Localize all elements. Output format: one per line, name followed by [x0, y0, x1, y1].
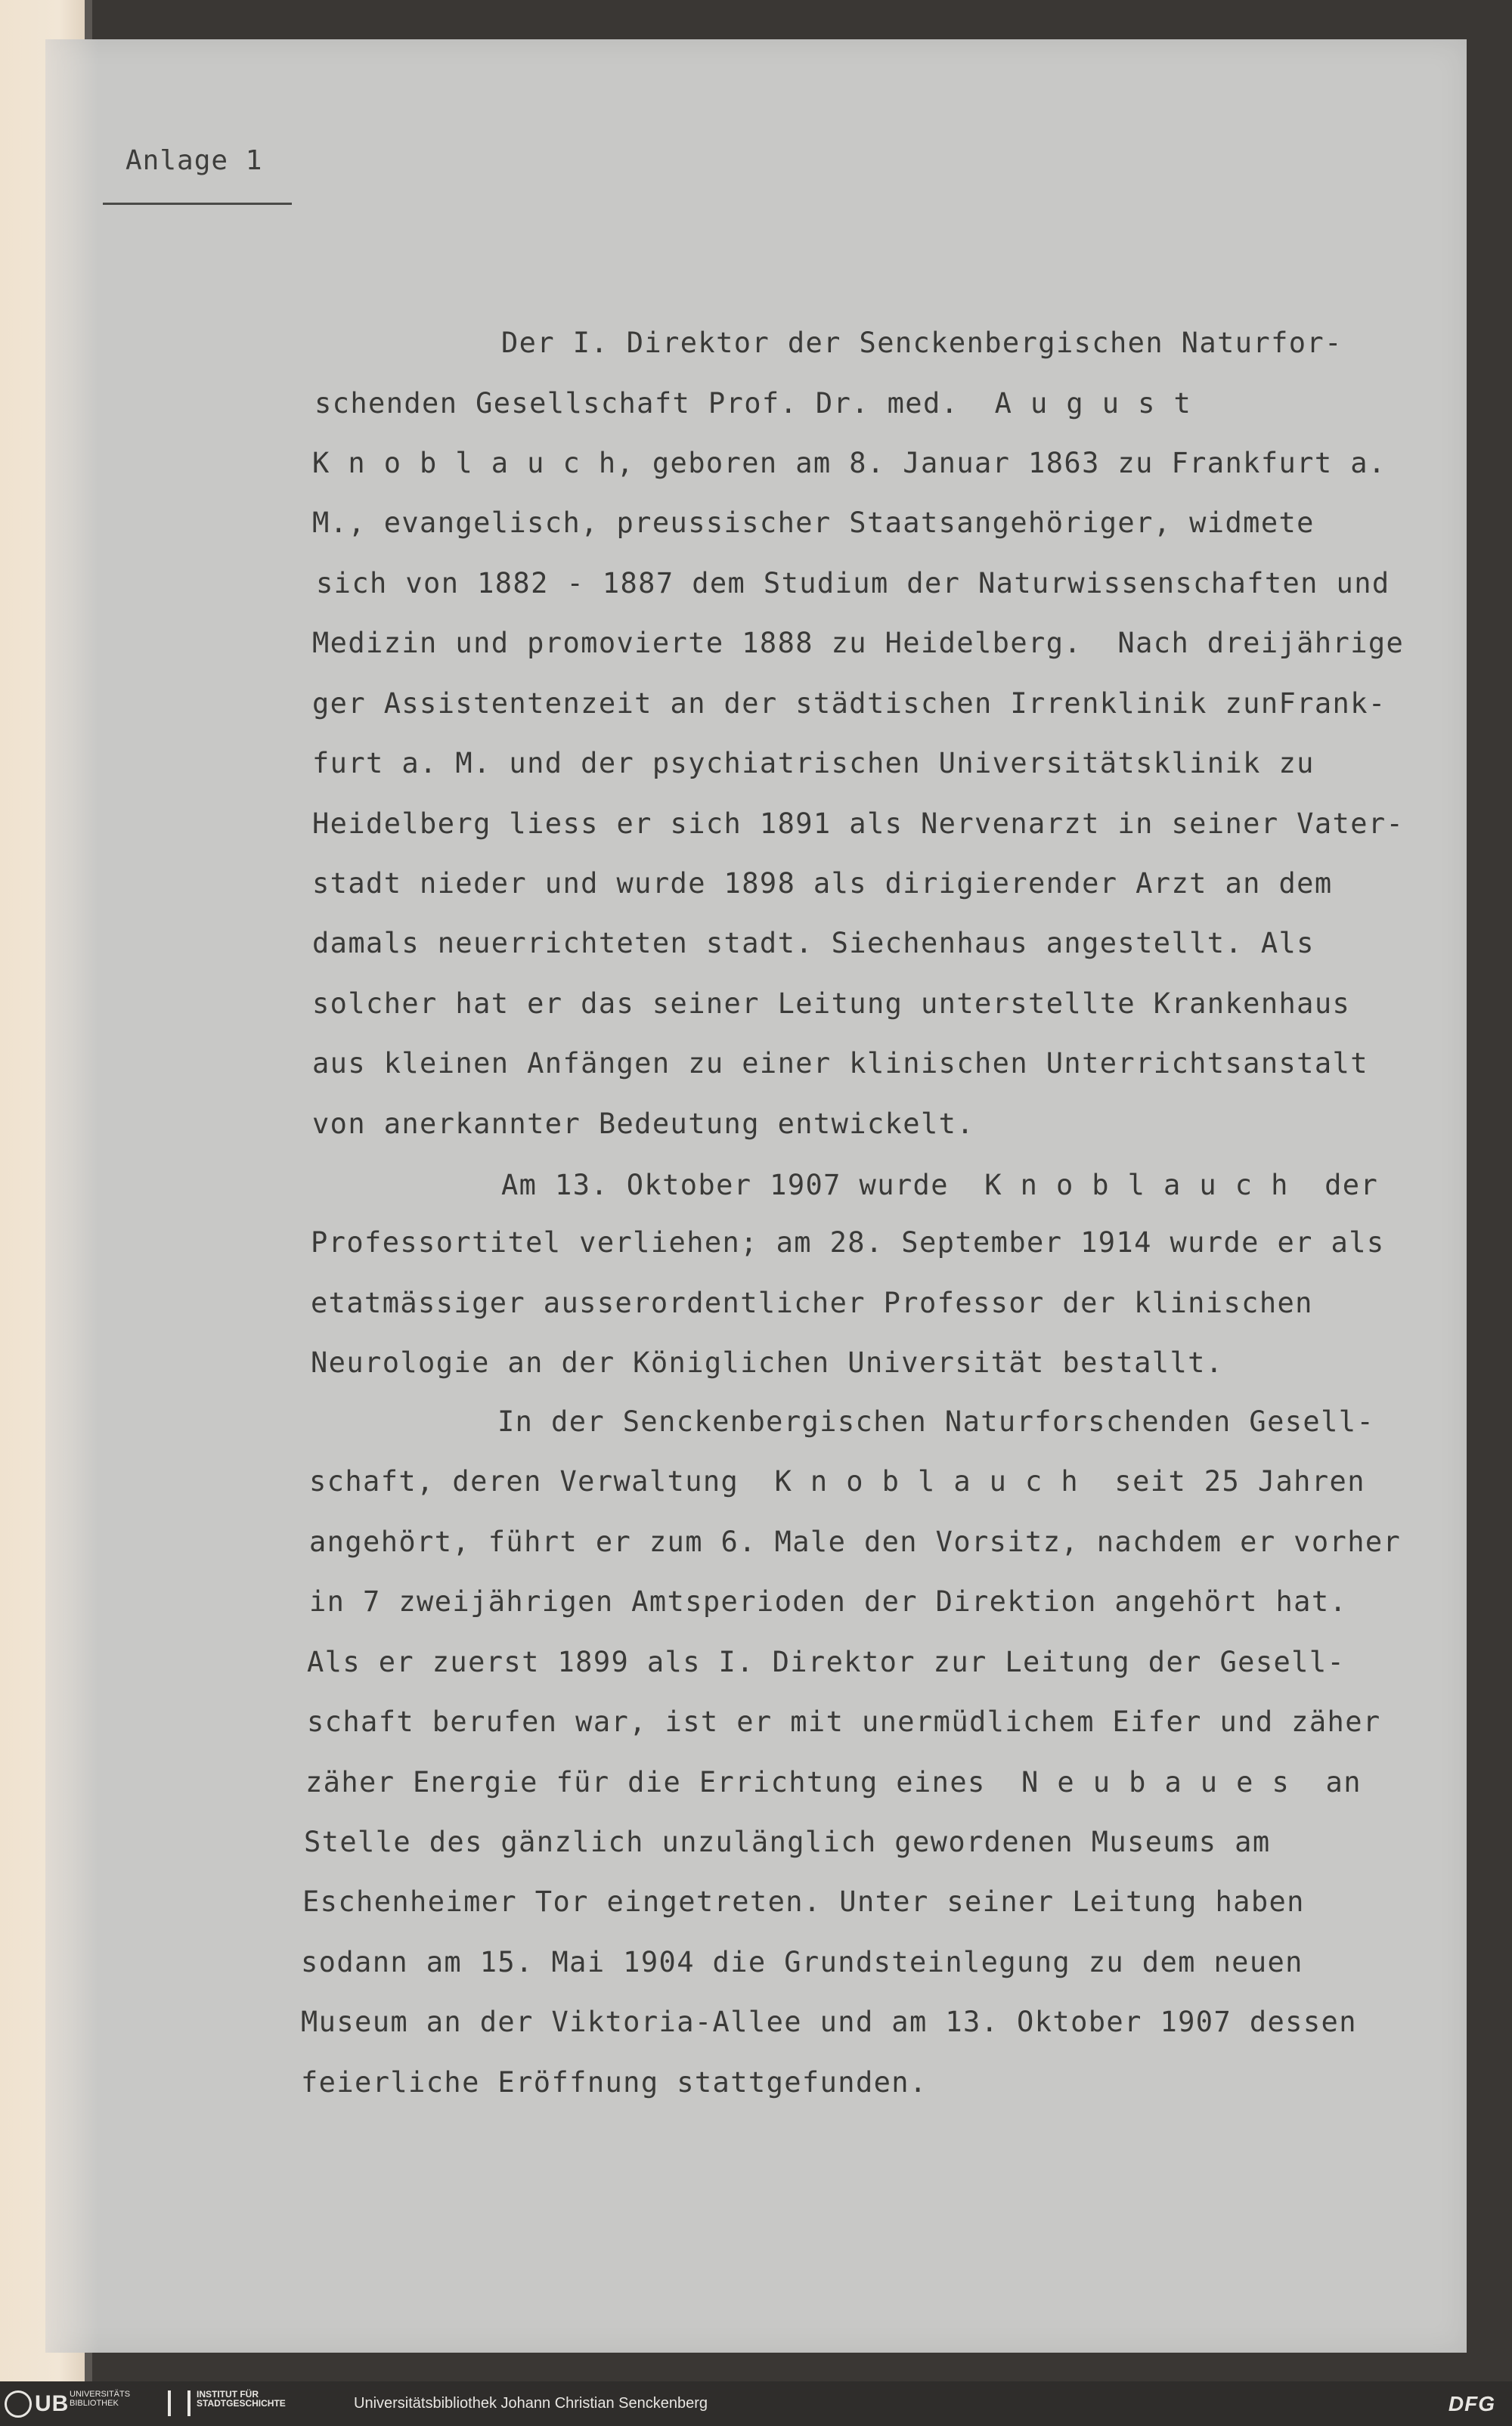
ub-logo-subtitle: UNIVERSITÄTS BIBLIOTHEK: [70, 2390, 131, 2408]
text-line: solcher hat er das seiner Leitung unterstellte Krankenhaus: [312, 987, 1351, 1020]
text-line: aus kleinen Anfängen zu einer klinischen Unterrichtsanstalt: [312, 1047, 1368, 1080]
library-name: Universitätsbibliothek Johann Christian Senckenberg: [354, 2395, 708, 2412]
text-line: von anerkannter Bedeutung entwickelt.: [312, 1108, 975, 1140]
text-line: schenden Gesellschaft Prof. Dr. med. A u g u s t: [314, 387, 1192, 420]
text-line: damals neuerrichteten stadt. Siechenhaus angestellt. Als: [312, 927, 1315, 959]
text-line: Museum an der Viktoria-Allee und am 13. Oktober 1907 dessen: [301, 2006, 1357, 2038]
text-line: Stelle des gänzlich unzulänglich gewordenen Museums am: [304, 1826, 1271, 1858]
text-line: K n o b l a u c h, geboren am 8. Januar 1863 zu Frankfurt a.: [312, 447, 1387, 479]
ub-logo-text: UB: [35, 2391, 70, 2416]
text-line: schaft berufen war, ist er mit unermüdlichem Eifer und zäher: [307, 1706, 1381, 1738]
ub-logo-icon: [5, 2390, 32, 2418]
sheet-shade: [45, 39, 98, 2353]
institute-name: INSTITUT FÜR STADTGESCHICHTE: [197, 2389, 286, 2409]
text-line: etatmässiger ausserordentlicher Professor der klinischen: [311, 1287, 1313, 1319]
institute-logo-icon: [168, 2390, 191, 2416]
text-line: Der I. Direktor der Senckenbergischen Naturfor-: [501, 327, 1343, 359]
text-line: angehört, führt er zum 6. Male den Vorsitz, nachdem er vorher: [309, 1526, 1402, 1558]
text-line: Als er zuerst 1899 als I. Direktor zur Leitung der Gesell-: [307, 1646, 1346, 1678]
text-line: Heidelberg liess er sich 1891 als Nervenarzt in seiner Vater-: [312, 807, 1405, 840]
annex-label: Anlage 1: [125, 145, 263, 176]
text-line: stadt nieder und wurde 1898 als dirigierender Arzt an dem: [312, 867, 1333, 900]
label-underline: [103, 203, 292, 205]
text-line: Medizin und promovierte 1888 zu Heidelberg. Nach dreijährige: [312, 627, 1405, 659]
text-line: Professortitel verliehen; am 28. September 1914 wurde er als: [311, 1226, 1385, 1259]
text-line: Neurologie an der Königlichen Universität bestallt.: [311, 1346, 1224, 1379]
text-line: sich von 1882 - 1887 dem Studium der Naturwissenschaften und: [316, 567, 1390, 600]
text-line: Am 13. Oktober 1907 wurde K n o b l a u c h der: [501, 1169, 1379, 1201]
text-line: in 7 zweijährigen Amtsperioden der Direktion angehört hat.: [309, 1585, 1348, 1618]
text-line: ger Assistentenzeit an der städtischen Irrenklinik zunFrank-: [312, 687, 1387, 720]
dfg-logo: DFG: [1448, 2392, 1495, 2415]
text-line: Eschenheimer Tor eingetreten. Unter seiner Leitung haben: [302, 1885, 1305, 1918]
text-line: schaft, deren Verwaltung K n o b l a u c h seit 25 Jahren: [309, 1465, 1365, 1498]
text-line: In der Senckenbergischen Naturforschenden Gesell-: [497, 1405, 1375, 1438]
text-line: sodann am 15. Mai 1904 die Grundsteinlegung zu dem neuen: [301, 1946, 1303, 1978]
footer-bar: [0, 2381, 1512, 2426]
text-line: M., evangelisch, preussischer Staatsangehöriger, widmete: [312, 507, 1315, 539]
text-line: zäher Energie für die Errichtung eines N e u b a u e s an: [305, 1766, 1362, 1799]
text-line: feierliche Eröffnung stattgefunden.: [301, 2066, 928, 2099]
text-line: furt a. M. und der psychiatrischen Universitätsklinik zu: [312, 747, 1315, 779]
